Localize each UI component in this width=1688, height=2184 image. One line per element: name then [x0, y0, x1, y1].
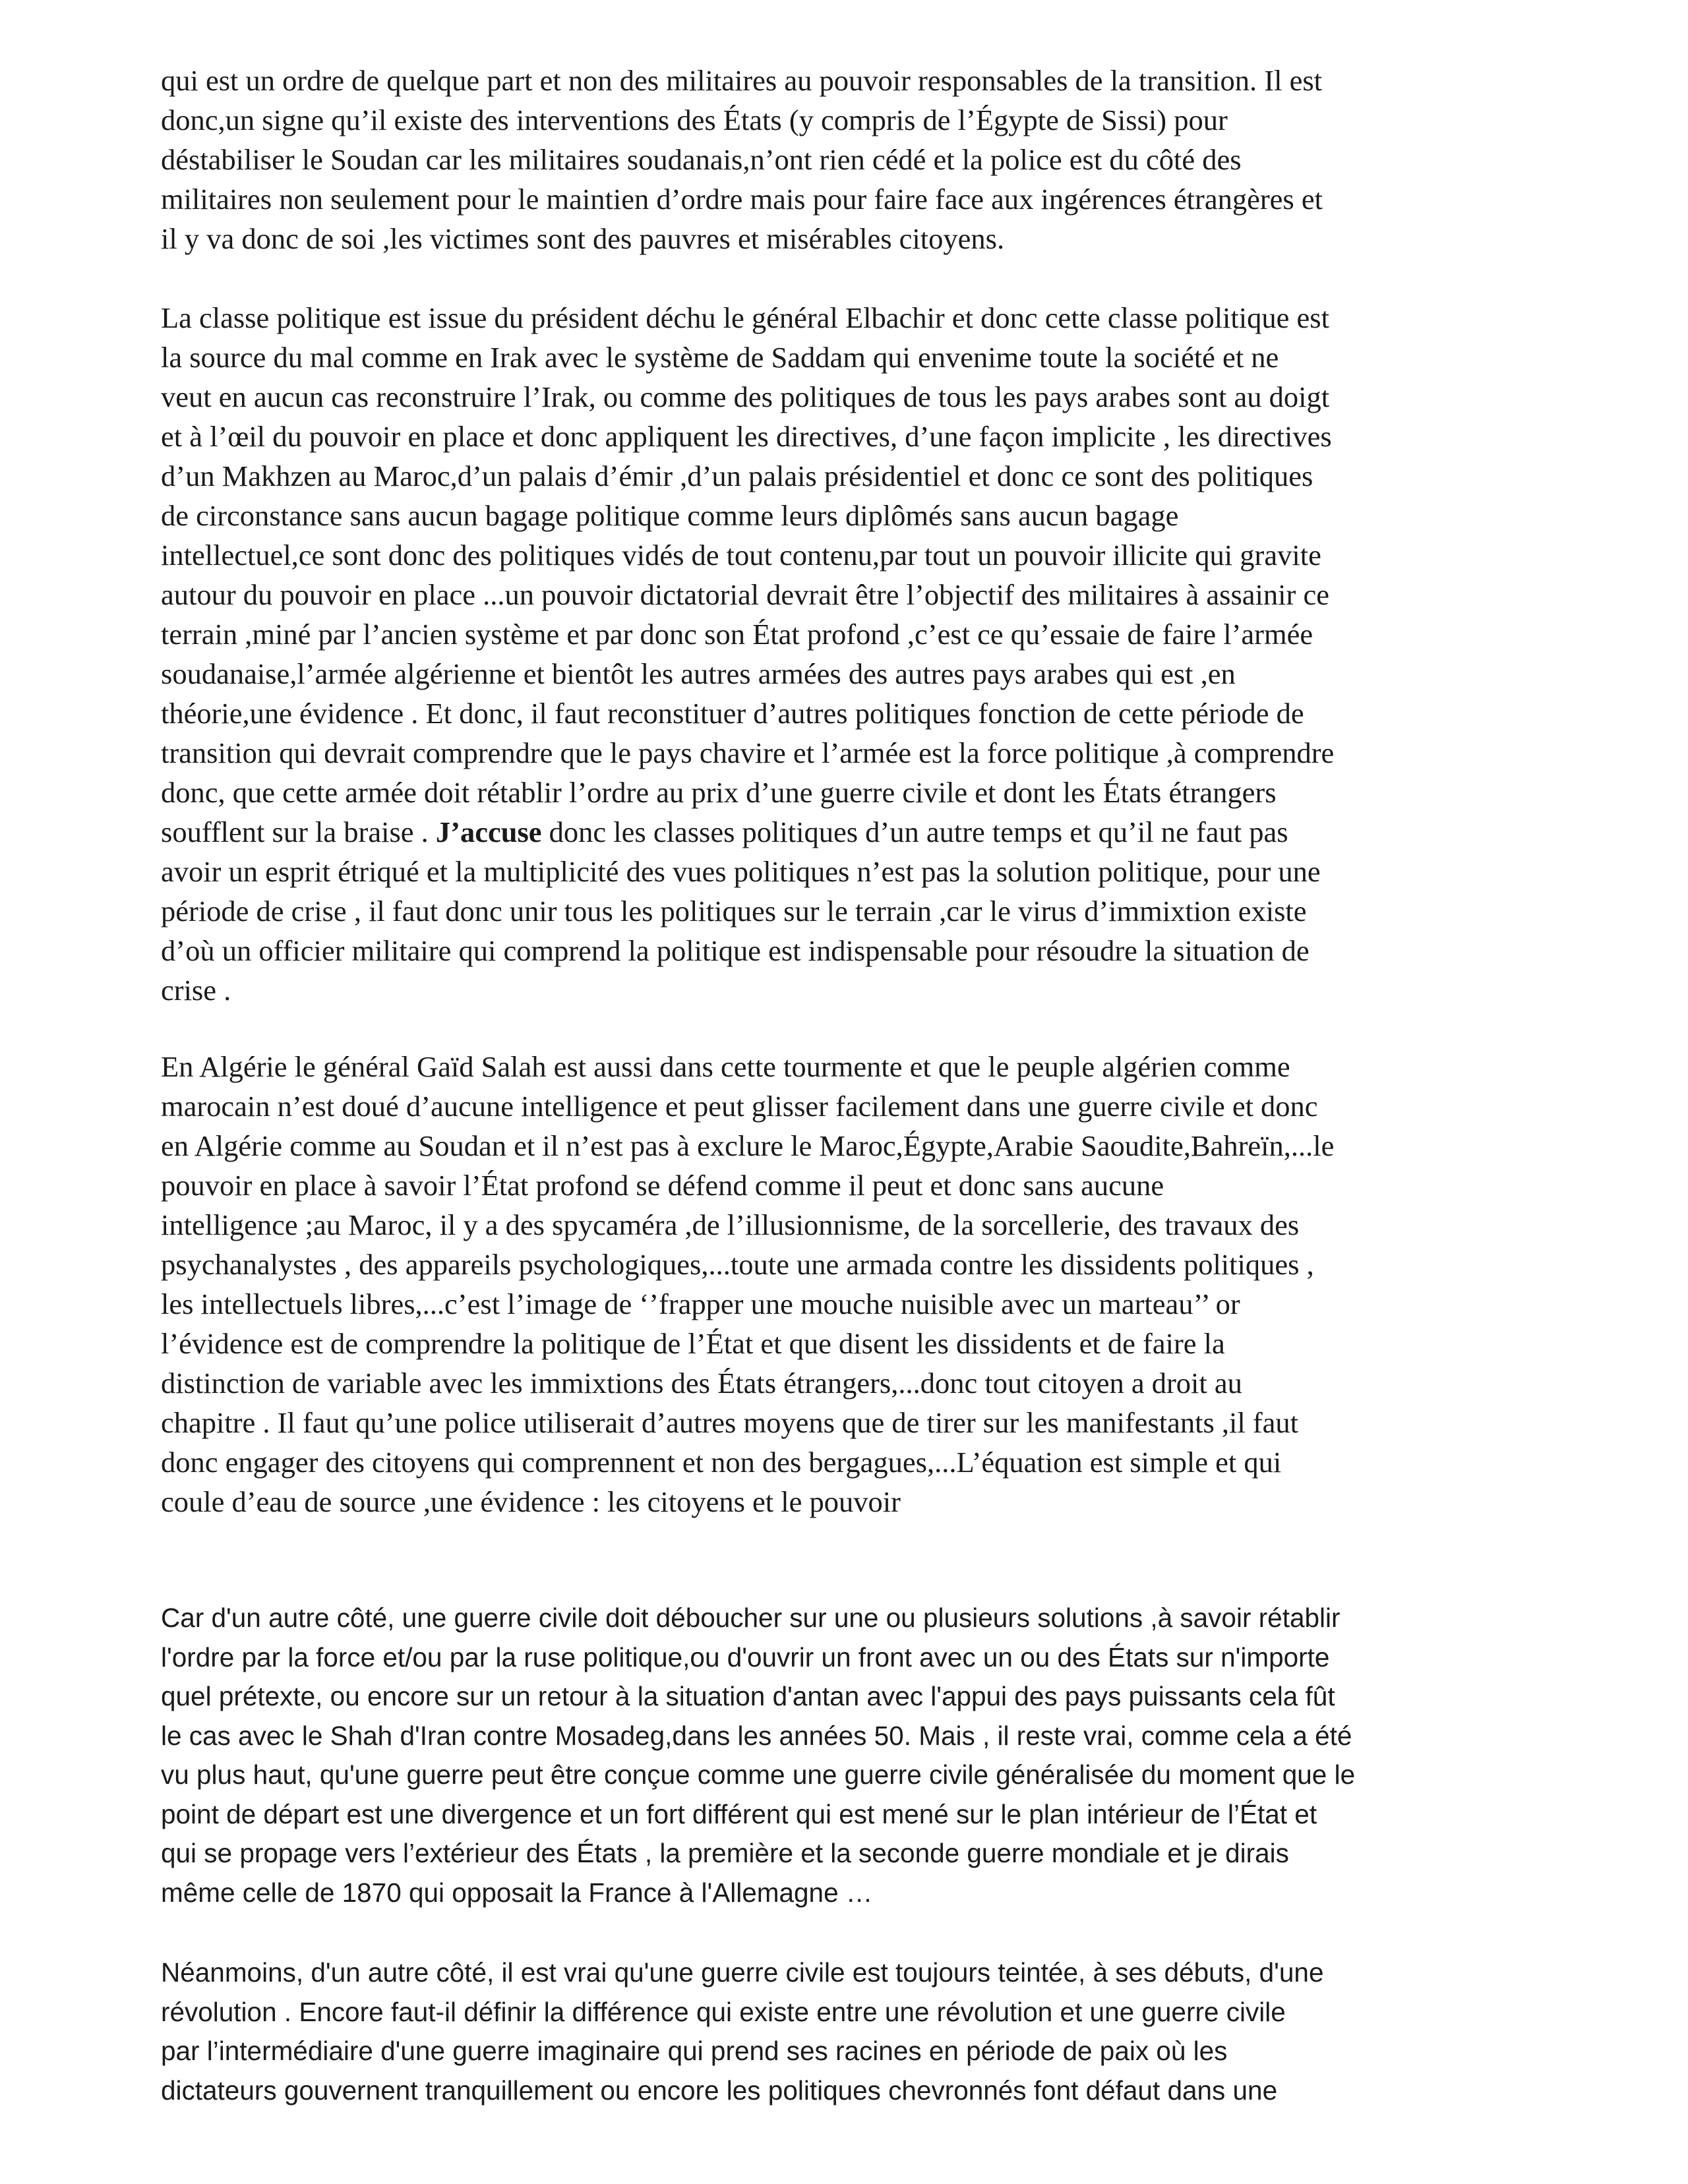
text-line: Car d'un autre côté, une guerre civile doit déboucher sur une ou plusieurs solutions ,à savoir rétablir [161, 1603, 1341, 1633]
text-segment: soufflent sur la braise . [161, 815, 436, 848]
text-line: Néanmoins, d'un autre côté, il est vrai qu'une guerre civile est toujours teintée, à ses débuts, d'une [161, 1957, 1324, 1988]
text-line: déstabiliser le Soudan car les militaires soudanais,n’ont rien cédé et la police est du côté des [161, 143, 1242, 176]
text-line: donc engager des citoyens qui comprennent et non des bergagues,...L’équation est simple et qui [161, 1446, 1282, 1479]
text-line: La classe politique est issue du président déchu le général Elbachir et donc cette classe politique est [161, 301, 1329, 334]
text-line: transition qui devrait comprendre que le pays chavire et l’armée est la force politique ,à comprendre [161, 736, 1335, 769]
text-line: chapitre . Il faut qu’une police utiliserait d’autres moyens que de tirer sur les manifestants ,il faut [161, 1406, 1299, 1439]
text-line: donc, que cette armée doit rétablir l’ordre au prix d’une guerre civile et dont les États étrangers [161, 776, 1277, 809]
text-line: en Algérie comme au Soudan et il n’est pas à exclure le Maroc,Égypte,Arabie Saoudite,Bahreïn,...le [161, 1129, 1335, 1162]
text-line: vu plus haut, qu'une guerre peut être conçue comme une guerre civile généralisée du moment que le [161, 1759, 1356, 1790]
paragraph-1 [161, 61, 1598, 258]
text-line: donc,un signe qu’il existe des interventions des États (y compris de l’Égypte de Sissi) pour [161, 103, 1228, 136]
bold-phrase: J’accuse [435, 815, 542, 848]
text-line: théorie,une évidence . Et donc, il faut reconstituer d’autres politiques fonction de cette période de [161, 697, 1304, 730]
text-line: révolution . Encore faut-il définir la différence qui existe entre une révolution et une guerre civile [161, 1996, 1286, 2027]
text-line: l'ordre par la force et/ou par la ruse politique,ou d'ouvrir un front avec un ou des États sur n'importe [161, 1641, 1330, 1672]
text-line: avoir un esprit étriqué et la multiplicité des vues politiques n’est pas la solution politique, pour une [161, 855, 1321, 888]
text-line: pouvoir en place à savoir l’État profond se défend comme il peut et donc sans aucune [161, 1169, 1164, 1202]
text-line: le cas avec le Shah d'Iran contre Mosadeg,dans les années 50. Mais , il reste vrai, comme cela a été [161, 1720, 1352, 1751]
text-line: l’évidence est de comprendre la politique de l’État et que disent les dissidents et de faire la [161, 1327, 1225, 1360]
text-line-with-bold [161, 812, 1598, 852]
text-line: distinction de variable avec les immixtions des États étrangers,...donc tout citoyen a droit au [161, 1367, 1242, 1400]
text-line: En Algérie le général Gaïd Salah est aussi dans cette tourmente et que le peuple algérien comme [161, 1050, 1290, 1083]
text-line: qui est un ordre de quelque part et non des militaires au pouvoir responsables de la transition. Il est [161, 64, 1323, 97]
text-line: autour du pouvoir en place ...un pouvoir dictatorial devrait être l’objectif des militaires à assainir ce [161, 578, 1329, 611]
text-line: marocain n’est doué d’aucune intelligence et peut glisser facilement dans une guerre civile et donc [161, 1090, 1318, 1123]
text-line: par l’intermédiaire d'une guerre imaginaire qui prend ses racines en période de paix où les [161, 2036, 1228, 2066]
text-line: psychanalystes , des appareils psychologiques,...toute une armada contre les dissidents politiques , [161, 1248, 1314, 1281]
text-line: de circonstance sans aucun bagage politique comme leurs diplômés sans aucun bagage [161, 499, 1179, 532]
paragraph-2 [161, 298, 1598, 1010]
text-line: et à l’œil du pouvoir en place et donc appliquent les directives, d’une façon implicite , les directives [161, 420, 1332, 453]
paragraph-4 [161, 1599, 1598, 1912]
text-line: veut en aucun cas reconstruire l’Irak, ou comme des politiques de tous les pays arabes sont au doigt [161, 380, 1330, 413]
text-line: les intellectuels libres,...c’est l’image de ‘’frapper une mouche nuisible avec un marteau’’ or [161, 1287, 1240, 1320]
text-line: soudanaise,l’armée algérienne et bientôt les autres armées des autres pays arabes qui est ,en [161, 657, 1236, 690]
text-line: d’où un officier militaire qui comprend la politique est indispensable pour résoudre la situation de [161, 934, 1310, 967]
text-line: même celle de 1870 qui opposait la France à l'Allemagne … [161, 1877, 873, 1908]
text-line: intellectuel,ce sont donc des politiques vidés de tout contenu,par tout un pouvoir illicite qui gravite [161, 539, 1321, 572]
text-line: militaires non seulement pour le maintien d’ordre mais pour faire face aux ingérences étrangères et [161, 183, 1323, 216]
text-segment: donc les classes politiques d’un autre temps et qu’il ne faut pas [541, 815, 1288, 848]
text-line: quel prétexte, ou encore sur un retour à la situation d'antan avec l'appui des pays puissants cela fût [161, 1681, 1335, 1711]
text-line: dictateurs gouvernent tranquillement ou encore les politiques chevronnés font défaut dans une [161, 2075, 1278, 2106]
text-line: terrain ,miné par l’ancien système et par donc son État profond ,c’est ce qu’essaie de faire l’armée [161, 618, 1313, 651]
paragraph-3 [161, 1047, 1598, 1521]
text-line: coule d’eau de source ,une évidence : les citoyens et le pouvoir [161, 1485, 901, 1518]
text-line: point de départ est une divergence et un fort différent qui est mené sur le plan intérieur de l’État et [161, 1798, 1317, 1829]
text-line: la source du mal comme en Irak avec le système de Saddam qui envenime toute la société et ne [161, 341, 1279, 374]
text-line: période de crise , il faut donc unir tous les politiques sur le terrain ,car le virus d’immixtion existe [161, 895, 1307, 928]
text-line: intelligence ;au Maroc, il y a des spycaméra ,de l’illusionnisme, de la sorcellerie, des travaux des [161, 1208, 1300, 1241]
text-line: il y va donc de soi ,les victimes sont des pauvres et misérables citoyens. [161, 222, 1005, 255]
text-line: d’un Makhzen au Maroc,d’un palais d’émir ,d’un palais présidentiel et donc ce sont des politiques [161, 459, 1313, 492]
paragraph-5 [161, 1953, 1598, 2110]
text-line: qui se propage vers l’extérieur des États , la première et la seconde guerre mondiale et je dirais [161, 1838, 1289, 1868]
text-line: crise . [161, 974, 231, 1007]
